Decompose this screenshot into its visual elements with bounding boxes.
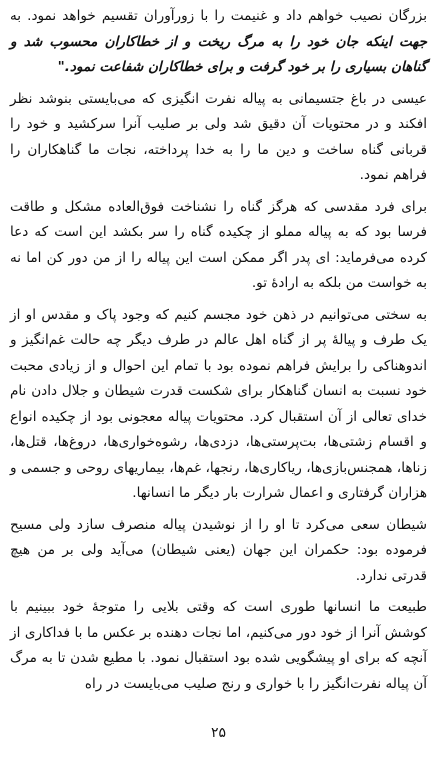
page-number: ۲۵ — [210, 725, 227, 741]
paragraph — [10, 4, 427, 81]
paragraph — [10, 195, 427, 297]
paragraph — [10, 303, 427, 507]
paragraph-text: شیطان سعی می‌کرد تا او را از نوشیدن پیاله منصرف سازد ولی مسیح فرموده بود: حکمران این جهان (یعنی شیطان) می‌آید ولی بر من هیچ قدرتی ندارد. — [10, 516, 427, 584]
paragraph-text: بزرگان نصیب خواهم داد و غنیمت را با زورآوران تقسیم خواهد نمود. به — [10, 8, 427, 24]
paragraph — [10, 595, 427, 697]
body-text — [10, 4, 427, 697]
paragraph — [10, 87, 427, 189]
paragraph-text: برای فرد مقدسی که هرگز گناه را نشناخت فوق‌العاده مشکل و طاقت فرسا بود که به پیاله مملو از چکیده گناه را سر بکشد این است که دعا کرده می‌فرماید: ای پدر اگر ممکن است این پیاله را از من دور کن اما نه به خواست من بلکه به ارادهٔ تو. — [10, 198, 427, 291]
bold-italic-text: جهت اینکه جان خود را به مرگ ریخت و از خطاکاران محسوب شد و گناهان بسیاری را بر خود گرفت و برای خطاکاران شفاعت نمود." — [10, 33, 427, 75]
paragraph-text: عیسی در باغ جتسیمانی به پیاله نفرت انگیزی که می‌بایستی بنوشد نظر افکند و در محتویات آن دقیق شد ولی بر صلیب آنرا سرکشید و خود را قربانی گناه ساخت و دین ما را به خدا پرداخته، نجات ما گناهکاران را فراهم نمود. — [10, 90, 427, 183]
paragraph-text: طبیعت ما انسانها طوری است که وقتی بلایی را متوجهٔ خود ببینیم با کوشش آنرا از خود دور می‌کنیم، اما نجات دهنده بر عکس ما با فداکاری از آنچه که برای او پیشگویی شده بود استقبال نمود. با مطیع شدن تا به مرگ آن پیاله نفرت‌انگیز را با خواری و رنج صلیب می‌بایست در راه — [10, 599, 427, 692]
paragraph-text: به سختی می‌توانیم در ذهن خود مجسم کنیم که وجود پاک و مقدس او از یک طرف و پیالهٔ پر از گناه اهل عالم در طرف دیگر چه حالت غم‌انگیز و اندوهناکی را برایش فراهم نموده بود با تمام این احوال و از زیادی محبت خود نسبت به انسان گناهکار برای شکست قدرت شیطان و جلال دادن نام خدای تعالی از آن استقبال کرد. محتویات پیاله معجونی بود از چکیده انواع و اقسام زشتی‌ها، بت‌پرستی‌ها، دزدی‌ها، رشوه‌خواری‌ها، دروغ‌ها، قتل‌ها، زناها، همجنس‌بازی‌ها، ریاکاری‌ها، رنجها، غم‌ها، بیماریهای روحی و جسمی و هزاران گرفتاری و اعمال شرارت بار دیگر ما انسانها. — [10, 306, 427, 501]
paragraph — [10, 513, 427, 590]
